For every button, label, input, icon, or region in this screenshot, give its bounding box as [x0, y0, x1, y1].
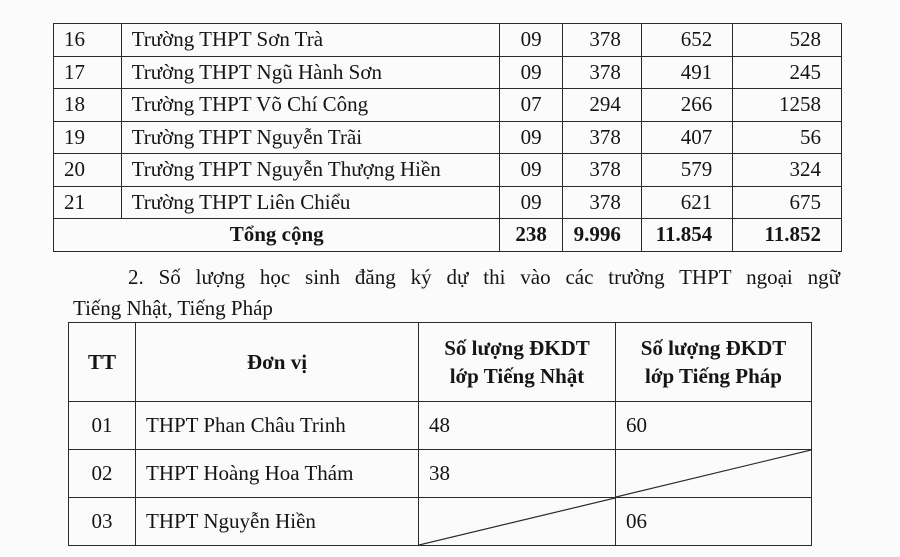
- class-count: 09: [500, 121, 563, 154]
- header-french: [616, 323, 812, 402]
- school-name: Trường THPT Liên Chiểu: [121, 186, 500, 219]
- other-count: 56: [733, 121, 842, 154]
- row-number: 03: [69, 498, 136, 546]
- french-count-empty: [616, 450, 812, 498]
- registered-count: 621: [641, 186, 732, 219]
- row-number: 20: [54, 154, 122, 187]
- quota-count: 378: [562, 121, 641, 154]
- language-registration-table: [68, 322, 812, 546]
- japanese-count-empty: [419, 498, 616, 546]
- school-name: Trường THPT Võ Chí Công: [121, 89, 500, 122]
- japanese-count: 48: [419, 402, 616, 450]
- registered-count: 579: [641, 154, 732, 187]
- quota-count: 378: [562, 24, 641, 57]
- section-2-heading: [70, 262, 840, 293]
- diagonal-strike: [419, 498, 615, 545]
- school-name: THPT Phan Châu Trinh: [136, 402, 419, 450]
- total-row: [54, 219, 842, 252]
- school-name: THPT Hoàng Hoa Thám: [136, 450, 419, 498]
- quota-count: 378: [562, 154, 641, 187]
- table-row: [54, 121, 842, 154]
- row-number: 18: [54, 89, 122, 122]
- french-count: 60: [616, 402, 812, 450]
- row-number: 21: [54, 186, 122, 219]
- other-count: 675: [733, 186, 842, 219]
- quota-count: 378: [562, 56, 641, 89]
- table-row: [54, 154, 842, 187]
- total-registered: 11.854: [641, 219, 732, 252]
- row-number: 17: [54, 56, 122, 89]
- registered-count: 266: [641, 89, 732, 122]
- class-count: 09: [500, 186, 563, 219]
- total-label: Tổng cộng: [54, 219, 500, 252]
- french-count: 06: [616, 498, 812, 546]
- school-name: Trường THPT Ngũ Hành Sơn: [121, 56, 500, 89]
- class-count: 09: [500, 154, 563, 187]
- table-row: [54, 56, 842, 89]
- total-quota: 9.996: [562, 219, 641, 252]
- table-row: [54, 89, 842, 122]
- section-2-heading-line2: Tiếng Nhật, Tiếng Pháp: [73, 296, 273, 320]
- registered-count: 652: [641, 24, 732, 57]
- quota-count: 378: [562, 186, 641, 219]
- other-count: 245: [733, 56, 842, 89]
- table-row: [69, 498, 812, 546]
- header-tt: TT: [69, 323, 136, 402]
- row-number: 01: [69, 402, 136, 450]
- row-number: 19: [54, 121, 122, 154]
- school-quota-table: [53, 23, 842, 252]
- header-french-line2: lớp Tiếng Pháp: [645, 364, 782, 388]
- table-row: [54, 186, 842, 219]
- diagonal-strike: [616, 450, 811, 497]
- header-japanese-line1: Số lượng ĐKDT: [444, 336, 590, 360]
- class-count: 07: [500, 89, 563, 122]
- table-row: [69, 450, 812, 498]
- school-name: Trường THPT Sơn Trà: [121, 24, 500, 57]
- table-header-row: [69, 323, 812, 402]
- school-name: THPT Nguyễn Hiền: [136, 498, 419, 546]
- other-count: 324: [733, 154, 842, 187]
- row-number: 02: [69, 450, 136, 498]
- section-2-heading-cont: [73, 293, 843, 324]
- quota-count: 294: [562, 89, 641, 122]
- total-other: 11.852: [733, 219, 842, 252]
- header-french-line1: Số lượng ĐKDT: [640, 336, 787, 360]
- table-row: [54, 24, 842, 57]
- header-japanese-line2: lớp Tiếng Nhật: [449, 364, 585, 388]
- header-japanese: [419, 323, 616, 402]
- class-count: 09: [500, 24, 563, 57]
- registered-count: 491: [641, 56, 732, 89]
- other-count: 1258: [733, 89, 842, 122]
- class-count: 09: [500, 56, 563, 89]
- school-name: Trường THPT Nguyễn Thượng Hiền: [121, 154, 500, 187]
- japanese-count: 38: [419, 450, 616, 498]
- other-count: 528: [733, 24, 842, 57]
- registered-count: 407: [641, 121, 732, 154]
- table-row: [69, 402, 812, 450]
- header-unit: Đơn vị: [136, 323, 419, 402]
- school-name: Trường THPT Nguyễn Trãi: [121, 121, 500, 154]
- row-number: 16: [54, 24, 122, 57]
- section-2-heading-line1: 2. Số lượng học sinh đăng ký dự thi vào các trường THPT ngoại ngữ: [128, 265, 840, 289]
- total-class-count: 238: [500, 219, 563, 252]
